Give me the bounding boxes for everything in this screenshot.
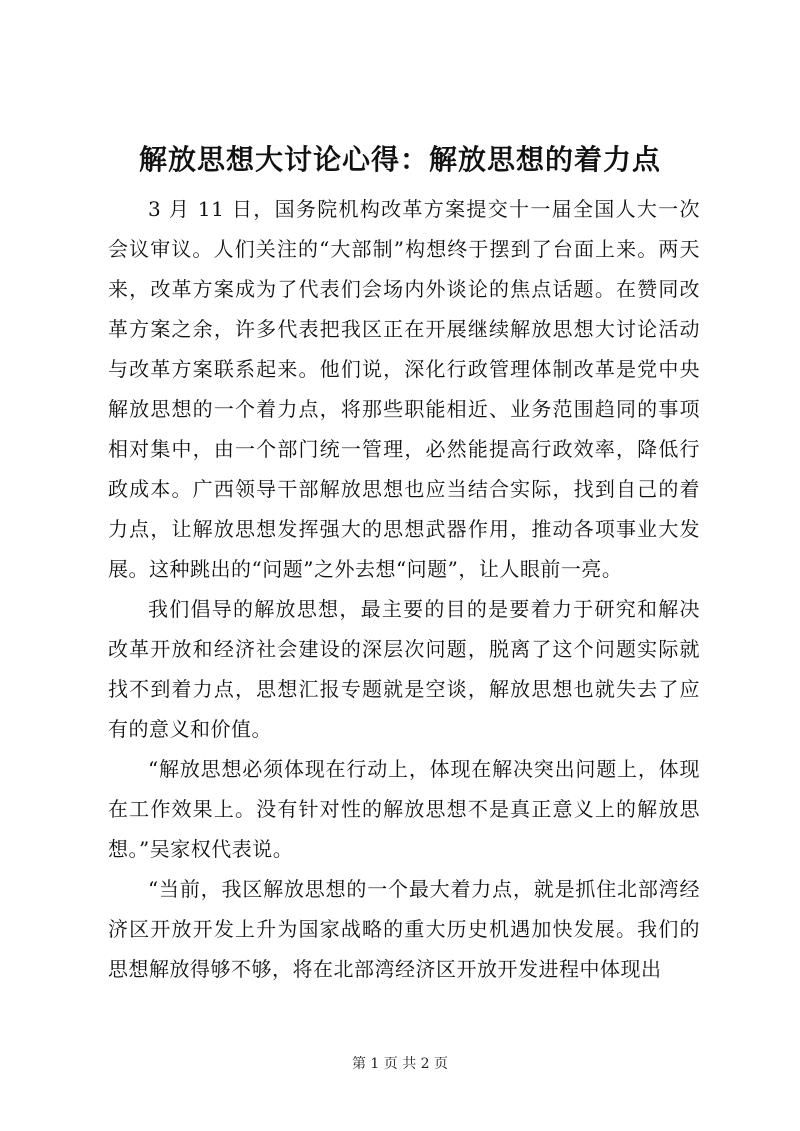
paragraph-4: “当前，我区解放思想的一个最大着力点，就是抓住北部湾经济区开放开发上升为国家战略的重大历史机遇加快发展。我们的思想解放得够不够，将在北部湾经济区开放开发进程中体现出 xyxy=(108,877,700,981)
paragraph-3: “解放思想必须体现在行动上，体现在解决突出问题上，体现在工作效果上。没有针对性的解放思想不是真正意义上的解放思想。”吴家权代表说。 xyxy=(108,757,700,861)
document-body xyxy=(108,189,700,989)
page-footer: 第 1 页 共 2 页 xyxy=(351,1056,449,1072)
paragraph-1: 3 月 11 日，国务院机构改革方案提交十一届全国人大一次会议审议。人们关注的“大部制”构想终于摆到了台面上来。两天来，改革方案成为了代表们会场内外谈论的焦点话题。在赞同改革方案之余，许多代表把我区正在开展继续解放思想大讨论活动与改革方案联系起来。他们说，深化行政管理体制改革是党中央解放思想的一个着力点，将那些职能相近、业务范围趋同的事项相对集中，由一个部门统一管理，必然能提高行政效率，降低行政成本。广西领导干部解放思想也应当结合实际，找到自己的着力点，让解放思想发挥强大的思想武器作用，推动各项事业大发展。这种跳出的“问题”之外去想“问题”，让人眼前一亮。 xyxy=(108,197,700,581)
paragraph-2: 我们倡导的解放思想，最主要的目的是要着力于研究和解决改革开放和经济社会建设的深层次问题，脱离了这个问题实际就找不到着力点，思想汇报专题就是空谈，解放思想也就失去了应有的意义和价值。 xyxy=(108,597,700,741)
document-title: 解放思想大讨论心得：解放思想的着力点 xyxy=(138,143,661,176)
